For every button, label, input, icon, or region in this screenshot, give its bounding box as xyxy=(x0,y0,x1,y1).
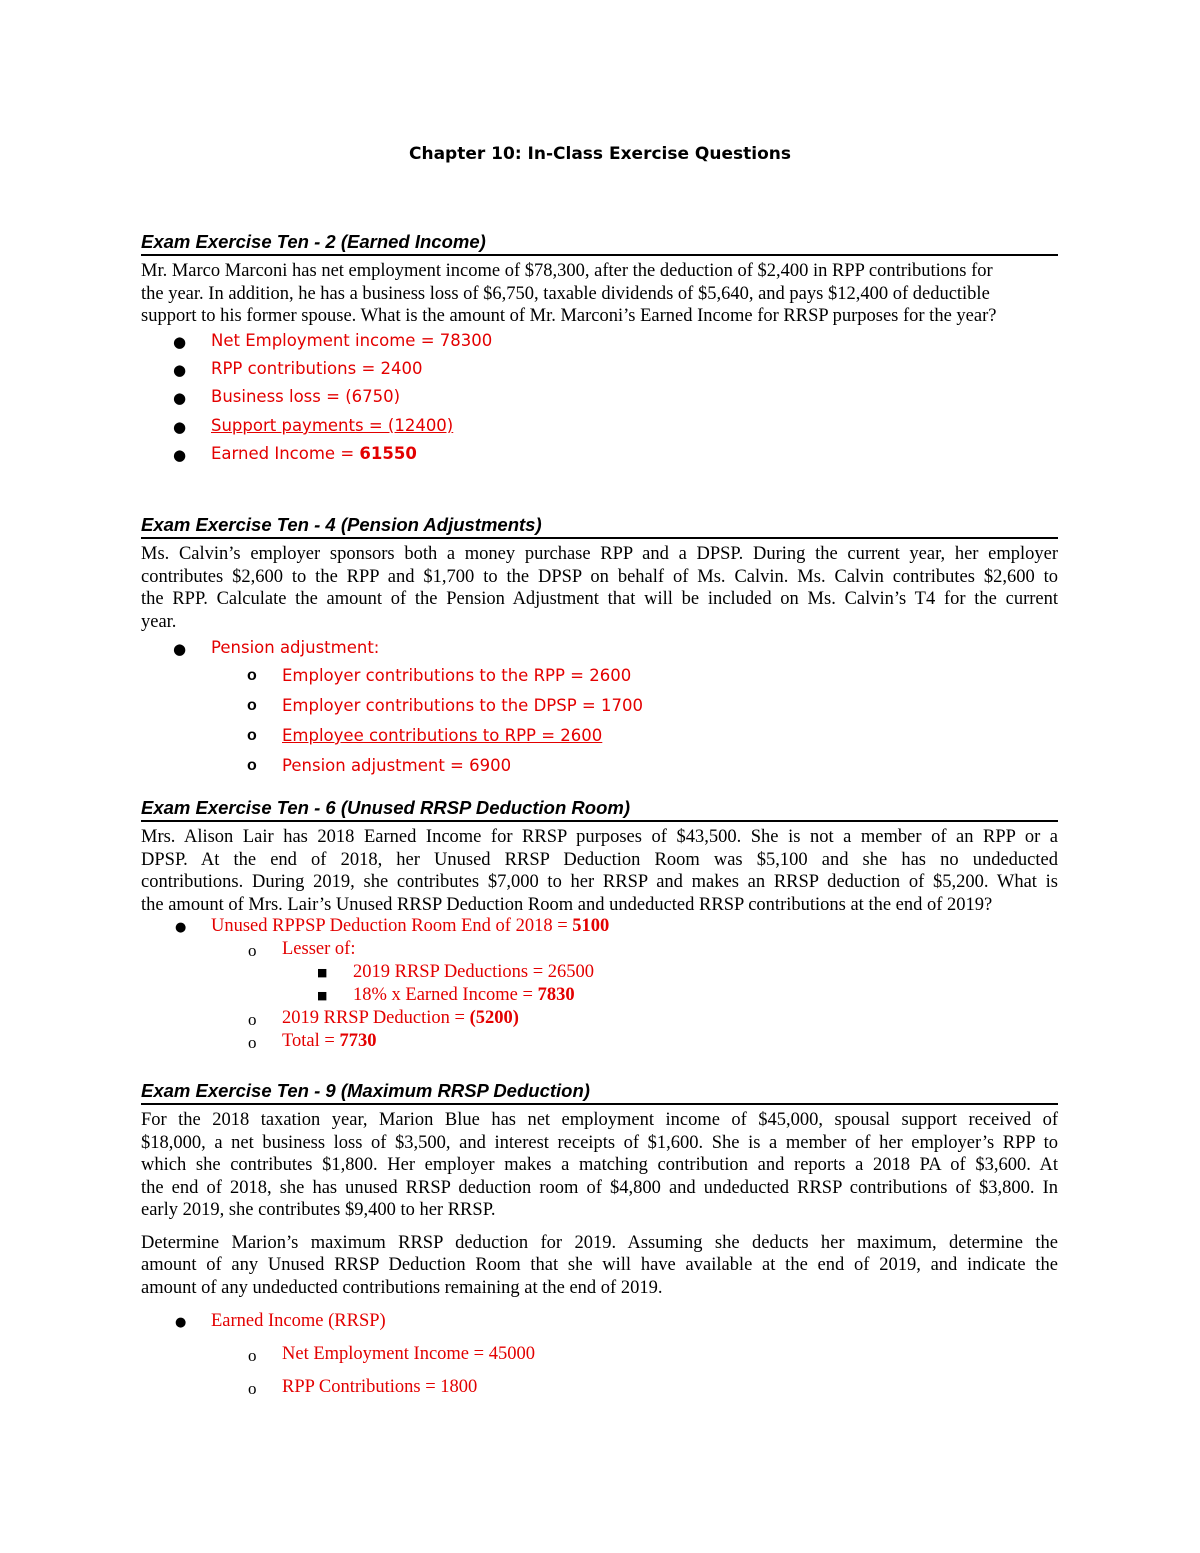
answer-subline: Lesser of: xyxy=(282,939,356,959)
bullet-icon: ● xyxy=(173,389,187,407)
square-bullet-icon: ■ xyxy=(317,989,328,1002)
bullet-icon: ● xyxy=(173,333,187,351)
question-line: Ms. Calvin’s employer sponsors both a money purchase RPP and a DPSP. During the current year, her employer xyxy=(141,544,1058,564)
circle-bullet-icon: o xyxy=(248,1033,257,1052)
answer-subline: RPP Contributions = 1800 xyxy=(282,1377,478,1397)
exercise-10-2 xyxy=(141,231,1058,328)
circle-bullet-icon: o xyxy=(247,667,257,684)
exercise-heading: Exam Exercise Ten - 4 (Pension Adjustments) xyxy=(141,514,1058,539)
answer-value: 7730 xyxy=(339,1031,377,1051)
question-line: year. xyxy=(141,611,177,632)
answer-subsubline xyxy=(353,985,575,1006)
circle-bullet-icon: o xyxy=(248,1010,257,1029)
exercise-question xyxy=(141,260,1058,328)
answer-label: 2019 RRSP Deduction = xyxy=(282,1008,470,1028)
question-line: $18,000, a net business loss of $3,500, and interest receipts of $1,600. She is a member of her employer’s RPP to xyxy=(141,1132,1058,1153)
exercise-10-6 xyxy=(141,797,1058,916)
exercise-question xyxy=(141,543,1058,633)
question-line: Mrs. Alison Lair has 2018 Earned Income for RRSP purposes of $43,500. She is not a member of an RPP or a xyxy=(141,827,1058,847)
answer-value: 5100 xyxy=(572,916,610,936)
answer-line: Earned Income (RRSP) xyxy=(211,1311,386,1331)
answer-line xyxy=(211,444,417,463)
answer-line: Business loss = (6750) xyxy=(211,387,401,406)
circle-bullet-icon: o xyxy=(248,1379,257,1398)
answer-value: 7830 xyxy=(537,985,575,1005)
exercise-10-4 xyxy=(141,514,1058,633)
answer-subsubline: 2019 RRSP Deductions = 26500 xyxy=(353,962,595,982)
circle-bullet-icon: o xyxy=(248,1346,257,1365)
question-line: amount of any undeducted contributions remaining at the end of 2019. xyxy=(141,1277,663,1298)
question-line: the amount of Mrs. Lair’s Unused RRSP Deduction Room and undeducted RRSP contributions at the end of 2019? xyxy=(141,894,993,915)
exercise-heading: Exam Exercise Ten - 9 (Maximum RRSP Deduction) xyxy=(141,1080,1058,1105)
answer-value: (5200) xyxy=(469,1008,519,1028)
question-line: contributes $2,600 to the RPP and $1,700 to the DPSP on behalf of Ms. Calvin. Ms. Calvin contributes $2,600 to xyxy=(141,566,1058,587)
answer-subline: Employer contributions to the RPP = 2600 xyxy=(282,666,632,685)
question-line: DPSP. At the end of 2018, her Unused RRSP Deduction Room was $5,100 and she has no undeducted xyxy=(141,849,1058,870)
page-title: Chapter 10: In-Class Exercise Questions xyxy=(409,144,791,164)
exercise-question xyxy=(141,1109,1058,1222)
answer-subline: Employee contributions to RPP = 2600 xyxy=(282,726,603,745)
answer-label: 18% x Earned Income = xyxy=(353,985,538,1005)
exercise-heading: Exam Exercise Ten - 6 (Unused RRSP Deduction Room) xyxy=(141,797,1058,822)
answer-subline: Net Employment Income = 45000 xyxy=(282,1344,535,1364)
exercise-10-9 xyxy=(141,1080,1058,1299)
question-line: For the 2018 taxation year, Marion Blue has net employment income of $45,000, spousal support received of xyxy=(141,1110,1058,1130)
question-line: Mr. Marco Marconi has net employment income of $78,300, after the deduction of $2,400 in RPP contributions for xyxy=(141,261,993,281)
answer-subline: Pension adjustment = 6900 xyxy=(282,756,512,775)
answer-value: 61550 xyxy=(359,444,417,463)
answer-subline xyxy=(282,1008,519,1029)
question-line: which she contributes $1,800. Her employer makes a matching contribution and reports a 2018 PA of $3,600. At xyxy=(141,1155,1058,1175)
answer-line: RPP contributions = 2400 xyxy=(211,359,423,378)
question-line: the RPP. Calculate the amount of the Pension Adjustment that will be included on Ms. Calvin’s T4 for the current xyxy=(141,589,1058,609)
question-line: Determine Marion’s maximum RRSP deduction for 2019. Assuming she deducts her maximum, determine the xyxy=(141,1232,1058,1253)
bullet-icon: ● xyxy=(175,1315,187,1330)
question-line: support to his former spouse. What is the amount of Mr. Marconi’s Earned Income for RRSP purposes for the year? xyxy=(141,306,997,326)
bullet-icon: ● xyxy=(173,361,187,379)
answer-label: Total = xyxy=(282,1031,340,1051)
circle-bullet-icon: o xyxy=(247,757,257,774)
exercise-question-part-2 xyxy=(141,1232,1058,1300)
circle-bullet-icon: o xyxy=(248,941,257,960)
question-line: early 2019, she contributes $9,400 to her RRSP. xyxy=(141,1200,496,1220)
question-line: the year. In addition, he has a business loss of $6,750, taxable dividends of $5,640, and pays $12,400 of deductible xyxy=(141,283,990,304)
square-bullet-icon: ■ xyxy=(317,966,328,979)
bullet-icon: ● xyxy=(173,640,187,658)
answer-line: Support payments = (12400) xyxy=(211,416,454,435)
answer-line: Net Employment income = 78300 xyxy=(211,331,493,350)
circle-bullet-icon: o xyxy=(247,697,257,714)
bullet-icon: ● xyxy=(173,446,187,464)
question-line: the end of 2018, she has unused RRSP deduction room of $4,800 and undeducted RRSP contributions of $3,800. In xyxy=(141,1177,1058,1198)
bullet-icon: ● xyxy=(175,920,187,935)
answer-label: Unused RPPSP Deduction Room End of 2018 = xyxy=(211,916,573,936)
question-line: contributions. During 2019, she contributes $7,000 to her RRSP and makes an RRSP deduction of $5,200. What is xyxy=(141,872,1058,892)
bullet-icon: ● xyxy=(173,418,187,436)
answer-subline xyxy=(282,1031,376,1052)
answer-subline: Employer contributions to the DPSP = 1700 xyxy=(282,696,643,715)
answer-label: Earned Income = xyxy=(211,444,360,463)
answer-line: Pension adjustment: xyxy=(211,638,380,657)
circle-bullet-icon: o xyxy=(247,727,257,744)
exercise-heading: Exam Exercise Ten - 2 (Earned Income) xyxy=(141,231,1058,256)
answer-line xyxy=(211,916,609,937)
question-line: amount of any Unused RRSP Deduction Room that she will have available at the end of 2019, and indicate the xyxy=(141,1255,1058,1275)
exercise-question xyxy=(141,826,1058,916)
